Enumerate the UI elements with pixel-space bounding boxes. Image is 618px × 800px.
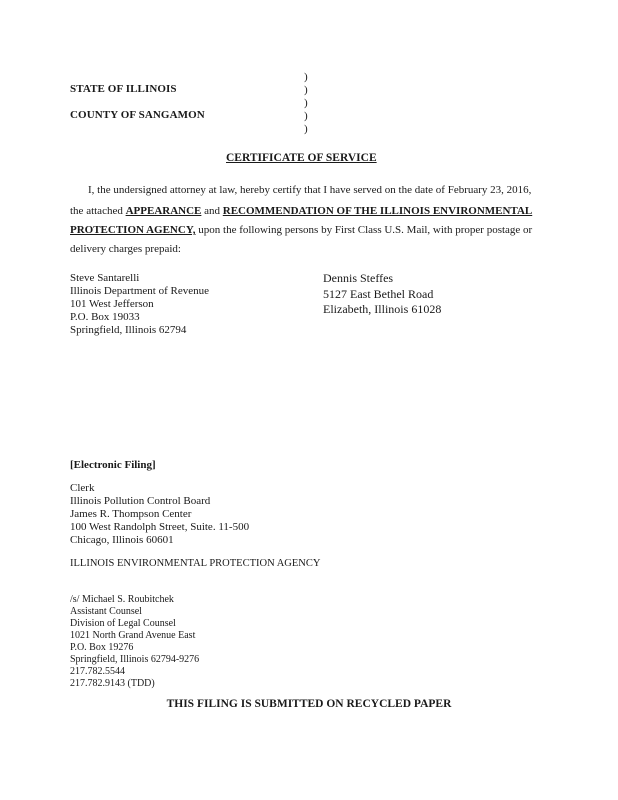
recipient-right: [323, 271, 441, 318]
recycled-paper-footer: THIS FILING IS SUBMITTED ON RECYCLED PAPER: [166, 698, 452, 710]
address-line: 5127 East Bethel Road: [323, 286, 434, 301]
body-line-2: [70, 205, 532, 217]
address-line: James R. Thompson Center: [70, 508, 192, 520]
electronic-recipient: [70, 482, 249, 547]
electronic-filing-heading: [Electronic Filing]: [70, 459, 156, 471]
address-line: Clerk: [70, 482, 95, 494]
address-line: Chicago, Illinois 60601: [70, 534, 174, 546]
caption-paren: ): [304, 123, 308, 135]
signature-line: P.O. Box 19276: [70, 642, 134, 653]
caption-paren: ): [304, 110, 308, 122]
address-line: Springfield, Illinois 62794: [70, 324, 187, 336]
signature-block: [70, 594, 199, 690]
signature-line: Springfield, Illinois 62794-9276: [70, 654, 200, 665]
document-appearance: APPEARANCE: [125, 205, 202, 217]
caption-paren: ): [304, 71, 308, 83]
signature-line: 1021 North Grand Avenue East: [70, 630, 196, 641]
body-line-4: delivery charges prepaid:: [70, 243, 181, 255]
caption-paren: ): [304, 84, 308, 96]
document-recommendation: RECOMMENDATION OF THE ILLINOIS ENVIRONMENTAL: [222, 205, 533, 217]
signature-line: 217.782.9143 (TDD): [70, 678, 155, 689]
agency-name: ILLINOIS ENVIRONMENTAL PROTECTION AGENCY: [70, 558, 321, 569]
address-line: Illinois Pollution Control Board: [70, 495, 211, 507]
recipient-left: [70, 272, 209, 337]
body-line-1: I, the undersigned attorney at law, hereby certify that I have served on the date of February 23, 2016,: [88, 184, 532, 196]
caption-county: COUNTY OF SANGAMON: [70, 109, 205, 121]
signature-line: /s/ Michael S. Roubitchek: [70, 594, 174, 605]
document-recommendation-cont: PROTECTION AGENCY,: [70, 224, 196, 236]
body-text: the attached: [70, 205, 123, 217]
signature-line: 217.782.5544: [70, 666, 125, 677]
address-line: Illinois Department of Revenue: [70, 285, 209, 297]
caption-state: STATE OF ILLINOIS: [70, 83, 177, 95]
body-text: upon the following persons by First Class U.S. Mail, with proper postage or: [198, 224, 533, 236]
address-line: Steve Santarelli: [70, 272, 140, 284]
signature-line: Assistant Counsel: [70, 606, 142, 617]
address-line: Elizabeth, Illinois 61028: [323, 302, 442, 316]
body-line-3: [70, 224, 532, 236]
address-line: 100 West Randolph Street, Suite. 11-500: [70, 521, 250, 533]
address-line: P.O. Box 19033: [70, 311, 140, 323]
document-title: CERTIFICATE OF SERVICE: [226, 152, 377, 164]
body-text: and: [204, 205, 221, 217]
address-line: Dennis Steffes: [323, 271, 394, 285]
caption-paren: ): [304, 97, 308, 109]
signature-line: Division of Legal Counsel: [70, 618, 176, 629]
address-line: 101 West Jefferson: [70, 298, 154, 310]
